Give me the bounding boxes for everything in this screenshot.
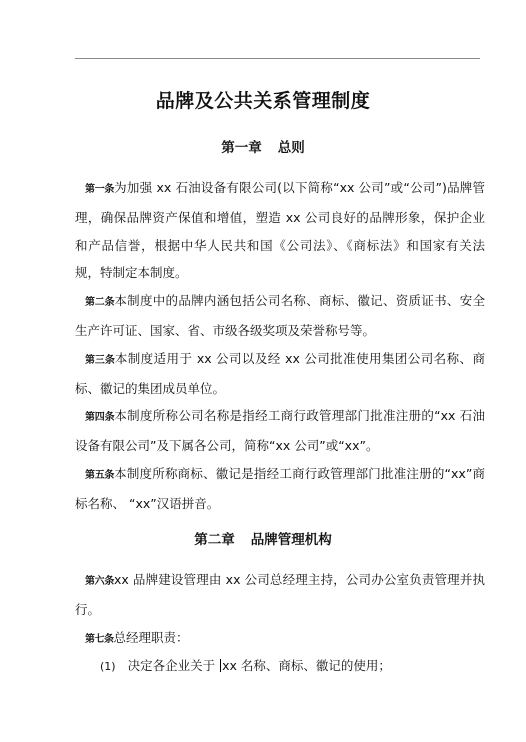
article-label: 第七条 [85,633,114,645]
article-3 [75,345,485,403]
document-title: 品牌及公共关系管理制度 [155,90,371,112]
article-label: 第四条 [85,412,115,424]
article-5 [75,460,485,518]
chapter-heading-1 [0,136,526,156]
article-text: 本制度所称公司名称是指经工商行政管理部门批准注册的“xx 石油设备有限公司”及下属各公司，简称“xx 公司”或“xx”。 [75,408,485,454]
article-label: 第五条 [85,469,115,481]
list-number: (1) [100,660,116,673]
article-4 [75,402,485,460]
article-1 [75,174,485,287]
article-text: xx 品牌建设管理由 xx 公司总经理主持，公司办公室负责管理并执行。 [75,572,485,617]
article-2 [75,287,485,345]
chapter-1-body [75,174,485,518]
article-text: 总经理职责： [113,629,189,645]
list-text-before: 决定各企业关于 [127,658,220,673]
chapter-number: 第一章 [221,140,262,156]
chapter-number: 第二章 [194,532,235,548]
article-label: 第六条 [85,576,114,587]
article-label: 第一条 [85,184,115,195]
chapter-name: 总则 [277,140,305,156]
article-7 [75,624,485,654]
header-rule [75,58,480,59]
chapter-heading-2 [0,528,526,548]
article-text: 为加强 xx 石油设备有限公司(以下简称“xx 公司”或“公司”)品牌管理，确保品牌资产保值和增值，塑造 xx 公司良好的品牌形象，保护企业和产品信誉，根据中华人民共和国《公司法》、《商标法》和国家有关法规，特制定本制度。 [75,180,485,281]
chapter-2-body [75,566,485,653]
article-label: 第二条 [85,297,115,309]
text-cursor [220,659,221,672]
list-text-after: xx 名称、商标、徽记的使用； [222,658,391,673]
article-6 [75,566,485,624]
article-text: 本制度所称商标、徽记是指经工商行政管理部门批准注册的“xx”商标名称、 “xx”汉语拼音。 [75,465,485,511]
article-text: 本制度适用于 xx 公司以及经 xx 公司批准使用集团公司名称、商标、徽记的集团成员单位。 [75,350,485,396]
article-label: 第三条 [85,354,115,366]
list-item [100,652,391,681]
article-text: 本制度中的品牌内涵包括公司名称、商标、徽记、资质证书、安全生产许可证、国家、省、市级各级奖项及荣誉称号等。 [75,293,485,338]
chapter-name: 品牌管理机构 [250,532,332,548]
